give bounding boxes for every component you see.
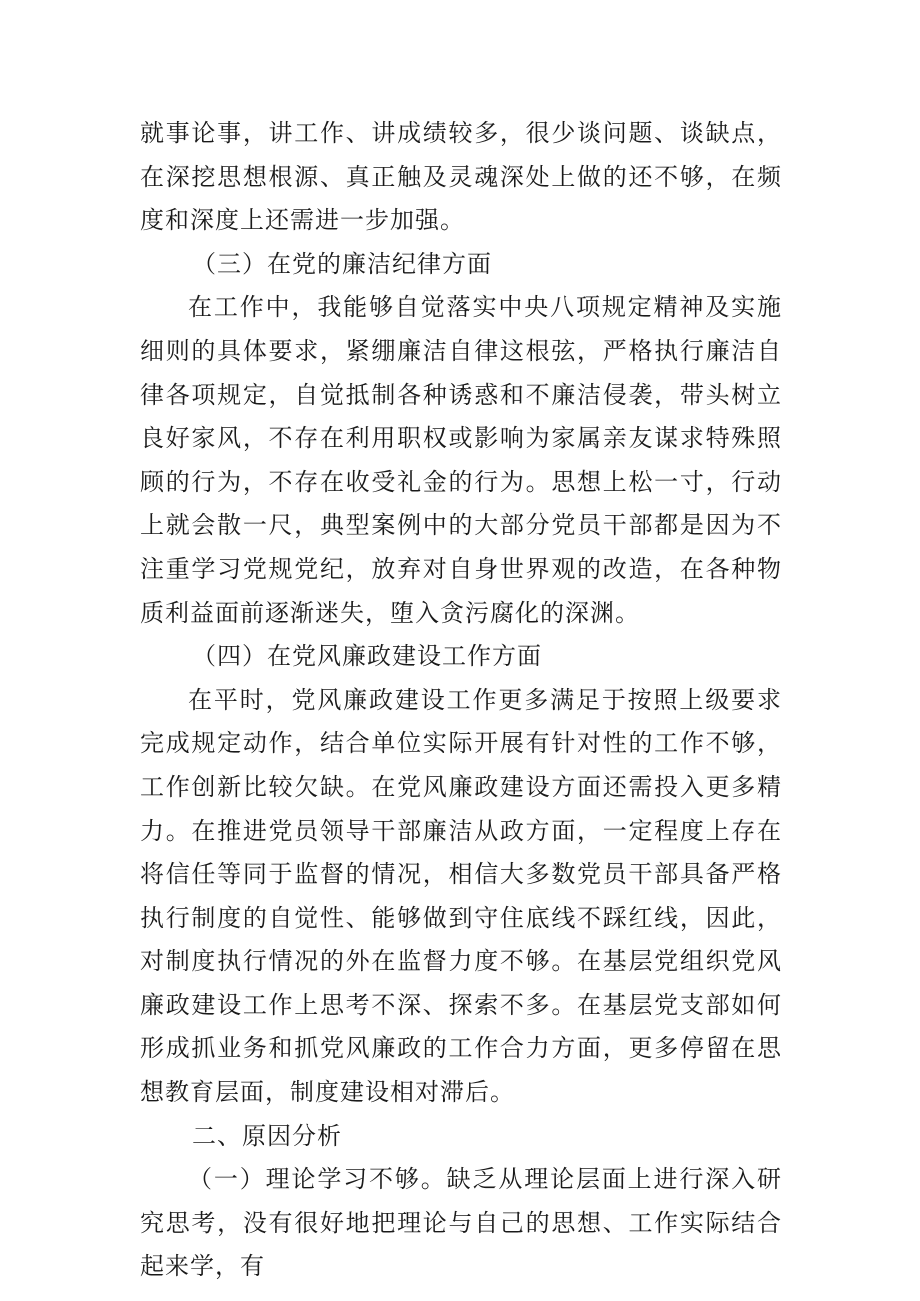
paragraph-continued: 就事论事，讲工作、讲成绩较多，很少谈问题、谈缺点，在深挖思想根源、真正触及灵魂深处上做的还不够，在频度和深度上还需进一步加强。 [140, 119, 782, 235]
paragraph-clean-governance: 在平时，党风廉政建设工作更多满足于按照上级要求完成规定动作，结合单位实际开展有针对性的工作不够，工作创新比较欠缺。在党风廉政建设方面还需投入更多精力。在推进党员领导干部廉洁从政方面，一定程度上存在将信任等同于监督的情况，相信大多数党员干部具备严格执行制度的自觉性、能够做到守住底线不踩红线，因此，对制度执行情况的外在监督力度不够。在基层党组织党风廉政建设工作上思考不深、探索不多。在基层党支部如何形成抓业务和抓党风廉政的工作合力方面，更多停留在思想教育层面，制度建设相对滞后。 [140, 685, 782, 1107]
paragraph-theory-study: （一）理论学习不够。缺乏从理论层面上进行深入研究思考，没有很好地把理论与自己的思想、工作实际结合起来学，有 [140, 1165, 782, 1281]
section-heading-four: （四）在党风廉政建设工作方面 [192, 642, 542, 671]
section-heading-three: （三）在党的廉洁纪律方面 [192, 249, 492, 278]
document-page [140, 112, 782, 1289]
paragraph-integrity-discipline: 在工作中，我能够自觉落实中央八项规定精神及实施细则的具体要求，紧绷廉洁自律这根弦，严格执行廉洁自律各项规定，自觉抵制各种诱惑和不廉洁侵袭，带头树立良好家风，不存在利用职权或影响为家属亲友谋求特殊照顾的行为，不存在收受礼金的行为。思想上松一寸，行动上就会散一尺，典型案例中的大部分党员干部都是因为不注重学习党规党纪，放弃对自身世界观的改造，在各种物质利益面前逐渐迷失，堕入贪污腐化的深渊。 [140, 293, 782, 627]
section-heading-cause-analysis: 二、原因分析 [192, 1121, 342, 1150]
